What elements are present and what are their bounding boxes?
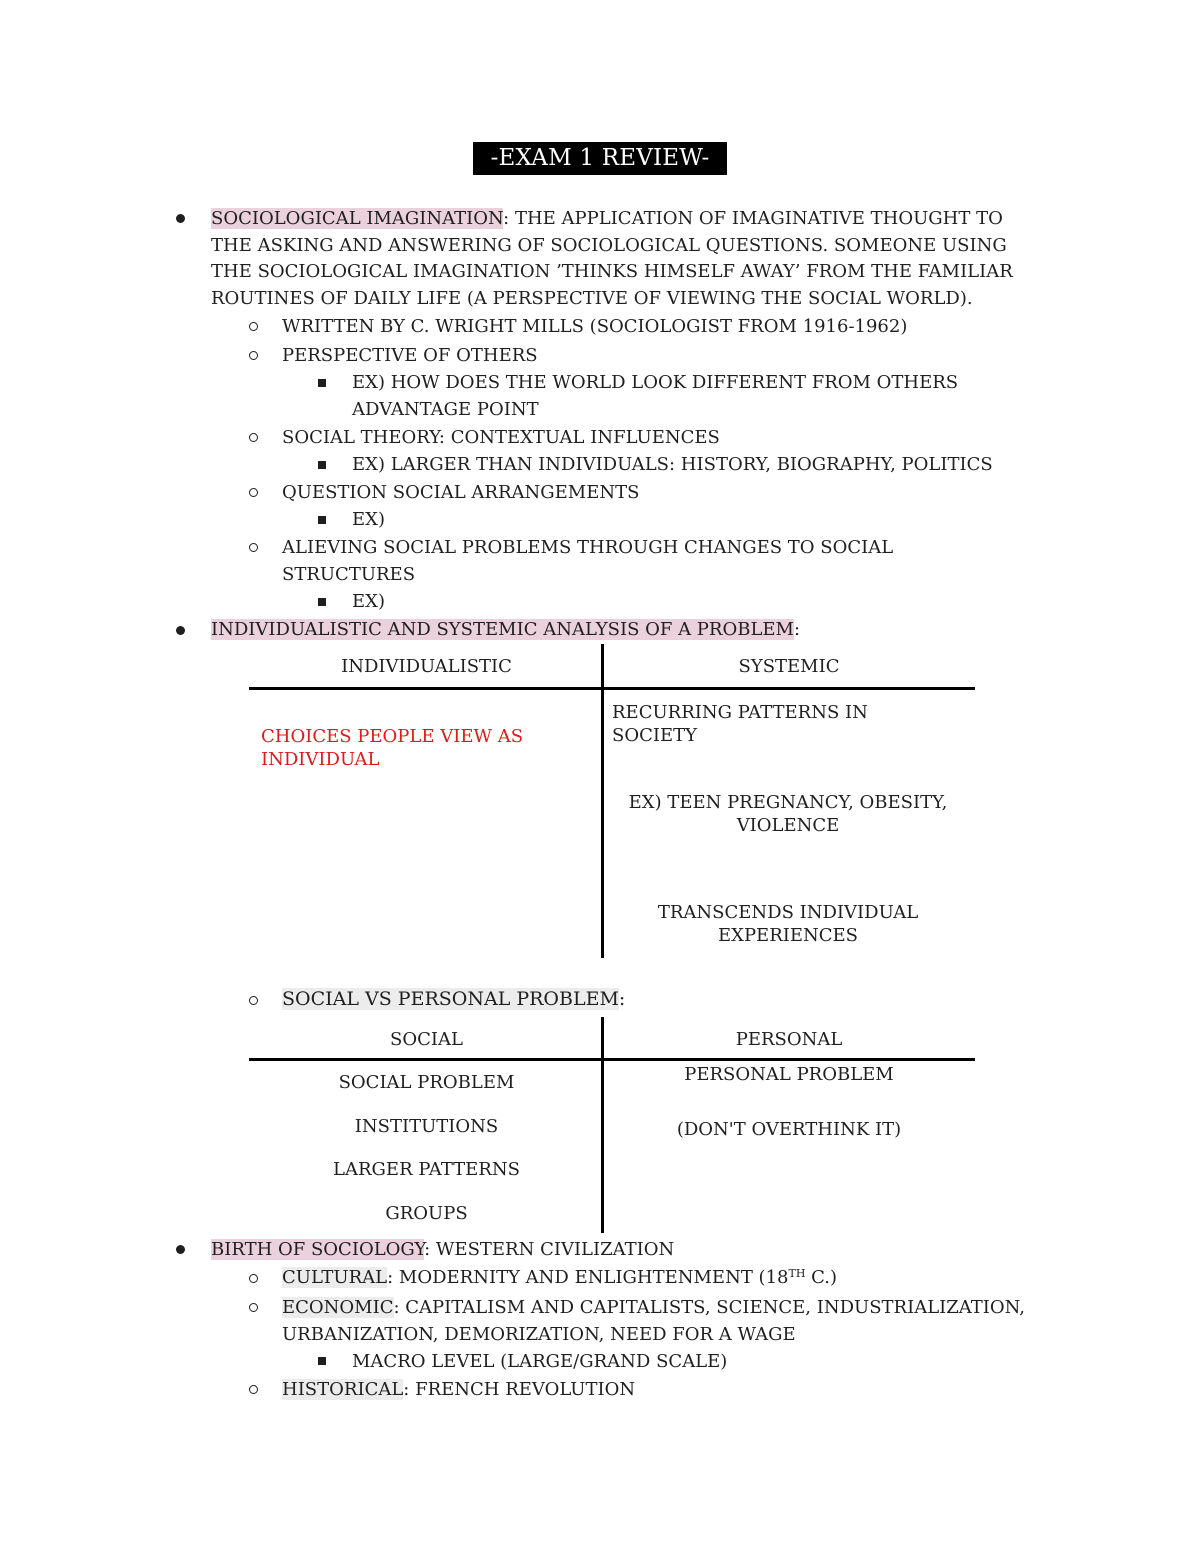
table-divider-horizontal [249,1058,975,1061]
term-cultural: CULTURAL [282,1267,388,1288]
circle-bullet-icon [249,543,258,552]
systemic-cell: RECURRING PATTERNS IN SOCIETY [612,702,868,746]
bullet-icon [176,1245,185,1254]
list-item: ALIEVING SOCIAL PROBLEMS THROUGH CHANGES TO SOCIAL [282,537,894,558]
personal-cell: PERSONAL PROBLEM [684,1064,894,1085]
circle-bullet-icon [249,1385,258,1394]
page-title: -EXAM 1 REVIEW- [473,142,727,175]
square-bullet-icon [318,461,326,469]
sub-heading: SOCIAL VS PERSONAL PROBLEM: [282,988,626,1010]
term-sociological-imagination: SOCIOLOGICAL IMAGINATION [211,208,504,229]
list-item: ADVANTAGE POINT [352,399,539,420]
term-individualistic-systemic: INDIVIDUALISTIC AND SYSTEMIC ANALYSIS OF A PROBLEM [211,619,794,640]
list-item: EX) HOW DOES THE WORLD LOOK DIFFERENT FROM OTHERS [352,372,959,393]
social-cell: LARGER PATTERNS [333,1159,520,1180]
term-birth-of-sociology: BIRTH OF SOCIOLOGY [211,1239,425,1260]
personal-cell: (DON'T OVERTHINK IT) [676,1119,902,1140]
circle-bullet-icon [249,322,258,331]
definition-line: THE ASKING AND ANSWERING OF SOCIOLOGICAL QUESTIONS. SOMEONE USING [211,235,1007,256]
social-cell: INSTITUTIONS [354,1116,499,1137]
column-header-individualistic: INDIVIDUALISTIC [341,656,512,677]
column-header-systemic: SYSTEMIC [738,656,840,677]
list-item: EX) LARGER THAN INDIVIDUALS: HISTORY, BIOGRAPHY, POLITICS [352,454,993,475]
square-bullet-icon [318,598,326,606]
list-item: STRUCTURES [282,564,416,585]
term-historical: HISTORICAL [282,1379,404,1400]
list-item: EX) [352,591,385,612]
circle-bullet-icon [249,1274,258,1283]
square-bullet-icon [318,1357,326,1365]
systemic-cell: TRANSCENDS INDIVIDUAL EXPERIENCES [657,902,919,946]
column-header-social: SOCIAL [390,1029,463,1050]
list-item: QUESTION SOCIAL ARRANGEMENTS [282,482,640,503]
circle-bullet-icon [249,488,258,497]
social-cell: GROUPS [385,1203,468,1224]
bullet-icon [176,626,185,635]
individualistic-cell: CHOICES PEOPLE VIEW AS INDIVIDUAL [261,726,524,770]
circle-bullet-icon [249,351,258,360]
list-item: WRITTEN BY C. WRIGHT MILLS (SOCIOLOGIST FROM 1916-1962) [282,316,908,337]
definition-line: SOCIOLOGICAL IMAGINATION: THE APPLICATION OF IMAGINATIVE THOUGHT TO [211,208,1003,229]
bullet-icon [176,214,185,223]
definition-line: THE SOCIOLOGICAL IMAGINATION ’THINKS HIMSELF AWAY’ FROM THE FAMILIAR [211,261,1013,282]
circle-bullet-icon [249,996,258,1005]
term-social-vs-personal: SOCIAL VS PERSONAL PROBLEM [282,988,619,1010]
definition-line: ROUTINES OF DAILY LIFE (A PERSPECTIVE OF VIEWING THE SOCIAL WORLD). [211,288,973,309]
list-item: PERSPECTIVE OF OTHERS [282,345,538,366]
circle-bullet-icon [249,1303,258,1312]
table-divider-vertical [601,644,604,958]
square-bullet-icon [318,379,326,387]
section-heading: BIRTH OF SOCIOLOGY: WESTERN CIVILIZATION [211,1239,675,1260]
column-header-personal: PERSONAL [735,1029,843,1050]
circle-bullet-icon [249,433,258,442]
list-item: MACRO LEVEL (LARGE/GRAND SCALE) [352,1351,728,1372]
social-cell: SOCIAL PROBLEM [338,1072,515,1093]
table-divider-horizontal [249,687,975,690]
systemic-cell: EX) TEEN PREGNANCY, OBESITY, VIOLENCE [628,792,948,836]
section-heading: INDIVIDUALISTIC AND SYSTEMIC ANALYSIS OF A PROBLEM: [211,619,801,640]
list-item: HISTORICAL: FRENCH REVOLUTION [282,1379,636,1400]
list-item: CULTURAL: MODERNITY AND ENLIGHTENMENT (18TH C.) [282,1267,838,1288]
list-item: EX) [352,509,385,530]
square-bullet-icon [318,516,326,524]
list-item: URBANIZATION, DEMORIZATION, NEED FOR A WAGE [282,1324,796,1345]
list-item: ECONOMIC: CAPITALISM AND CAPITALISTS, SCIENCE, INDUSTRIALIZATION, [282,1297,1025,1318]
term-economic: ECONOMIC [282,1297,394,1318]
list-item: SOCIAL THEORY: CONTEXTUAL INFLUENCES [282,427,720,448]
